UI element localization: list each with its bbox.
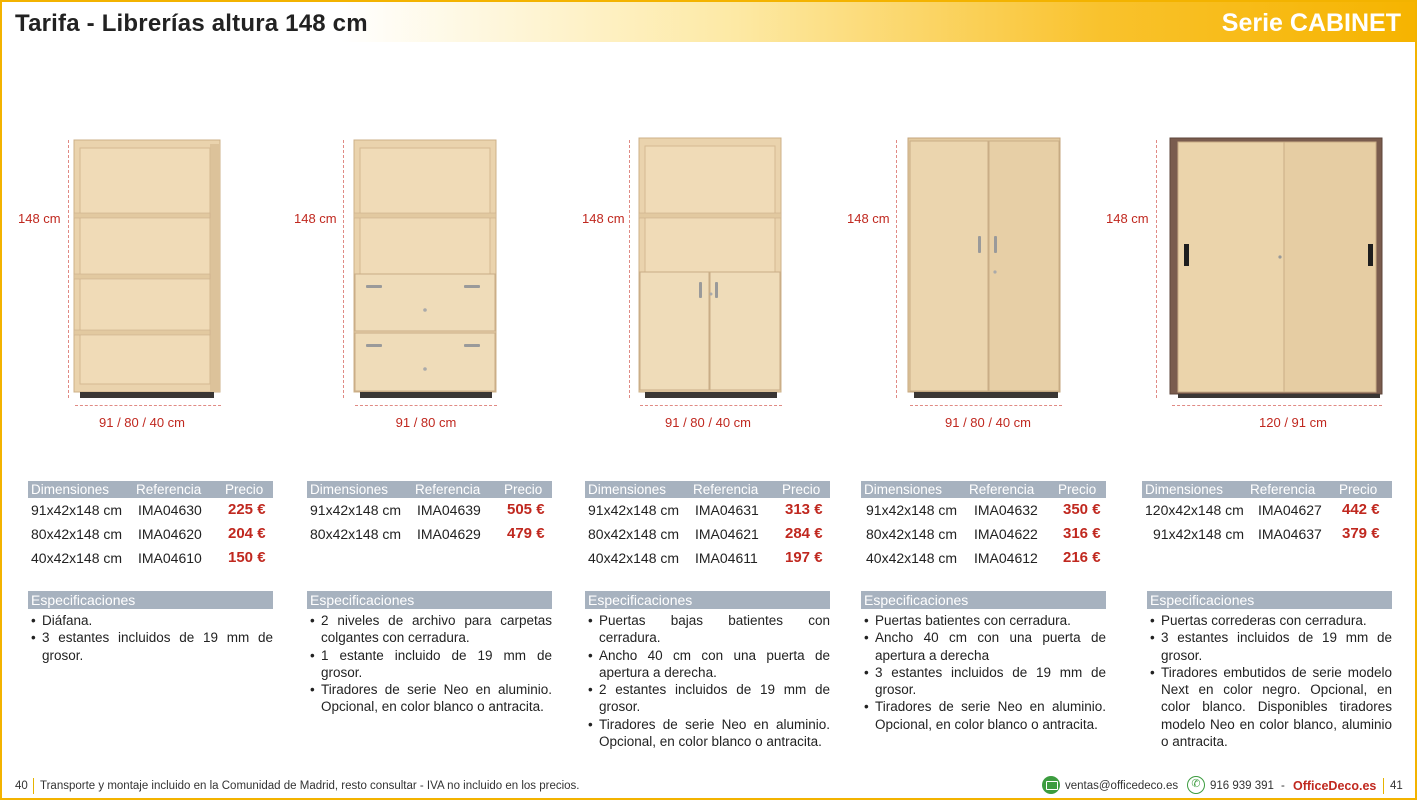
height-dimension-line [1156,140,1157,398]
row-price: 216 € [1063,549,1101,566]
row-ref: IMA04630 [138,502,202,518]
price-table-2 [307,481,552,546]
row-price: 204 € [228,525,266,542]
specs-list [28,612,273,664]
spec-item: • 3 estantes incluidos de 19 mm de grosor. [861,664,1106,699]
table-row [861,522,1106,546]
specs-header: Especificaciones [861,591,1106,609]
col-reference: Referencia [1250,482,1316,497]
col-price: Precio [1058,482,1097,497]
width-label: 91 / 80 / 40 cm [99,415,185,430]
specs-1 [28,591,273,664]
row-dim: 80x42x148 cm [310,526,402,542]
row-price: 505 € [507,501,545,518]
height-dimension-line [629,140,630,398]
spec-item: • 2 estantes incluidos de 19 mm de grosor. [585,681,830,716]
col-dimensions: Dimensiones [588,482,667,497]
spec-item: • Tiradores de serie Neo en aluminio. Opcional, en color blanco o antracita. [861,698,1106,733]
col-price: Precio [504,482,543,497]
col-price: Precio [782,482,821,497]
row-price: 379 € [1342,525,1380,542]
table-row [307,522,552,546]
email-icon [1042,776,1060,794]
specs-2 [307,591,552,716]
spec-item: • Puertas batientes con cerradura. [861,612,1106,629]
row-ref: IMA04610 [138,550,202,566]
page-title: Tarifa - Librerías altura 148 cm [15,10,368,37]
table-row [28,546,273,570]
height-dimension-line [68,140,69,398]
table-header [585,481,830,498]
col-reference: Referencia [969,482,1035,497]
contact-phone[interactable]: 916 939 391 [1210,780,1274,792]
row-ref: IMA04612 [974,550,1038,566]
row-ref: IMA04627 [1258,502,1322,518]
footer-dash: - [1281,780,1285,792]
price-table-3 [585,481,830,570]
row-dim: 91x42x148 cm [310,502,402,518]
price-table-5 [1142,481,1392,546]
swing-door-cabinet-image [906,136,1062,400]
row-dim: 91x42x148 cm [866,502,958,518]
width-dimension-line [355,405,497,406]
row-price: 479 € [507,525,545,542]
drawer-bookcase-image [352,138,498,400]
width-label: 91 / 80 cm [395,415,457,430]
footer-divider [1383,778,1384,794]
page-footer [0,774,1417,798]
row-price: 150 € [228,549,266,566]
row-price: 225 € [228,501,266,518]
col-dimensions: Dimensiones [31,482,110,497]
footer-divider [33,778,34,794]
phone-icon: ✆ [1187,776,1205,794]
specs-list [585,612,830,750]
table-row [307,498,552,522]
page-number-right: 41 [1390,780,1403,792]
price-table-4 [861,481,1106,570]
table-row [585,498,830,522]
table-row [861,546,1106,570]
row-dim: 40x42x148 cm [588,550,680,566]
height-dimension-line [896,140,897,398]
height-label: 148 cm [582,211,625,226]
width-label: 120 / 91 cm [1259,415,1327,430]
row-dim: 91x42x148 cm [1153,526,1245,542]
table-row [585,522,830,546]
row-ref: IMA04637 [1258,526,1322,542]
table-row [861,498,1106,522]
sliding-door-cabinet-image [1168,136,1384,400]
row-ref: IMA04621 [695,526,759,542]
spec-item: • Puertas correderas con cerradura. [1147,612,1392,629]
row-ref: IMA04632 [974,502,1038,518]
row-price: 442 € [1342,501,1380,518]
page-header [2,2,1415,42]
row-dim: 80x42x148 cm [588,526,680,542]
row-ref: IMA04629 [417,526,481,542]
col-reference: Referencia [136,482,202,497]
col-price: Precio [1339,482,1378,497]
series-title: Serie CABINET [1221,9,1401,37]
footer-note: Transporte y montaje incluido en la Comunidad de Madrid, resto consultar - IVA no incluido en los precios. [40,780,580,792]
row-price: 316 € [1063,525,1101,542]
table-header [861,481,1106,498]
row-ref: IMA04631 [695,502,759,518]
spec-item: • Ancho 40 cm con una puerta de apertura a derecha. [585,647,830,682]
spec-item: • Puertas bajas batientes con cerradura. [585,612,830,647]
height-label: 148 cm [294,211,337,226]
table-row [585,546,830,570]
col-dimensions: Dimensiones [310,482,389,497]
height-dimension-line [343,140,344,398]
spec-item: • Ancho 40 cm con una puerta de apertura a derecha [861,629,1106,664]
row-ref: IMA04611 [695,550,758,566]
col-dimensions: Dimensiones [1145,482,1224,497]
spec-item: • Tiradores de serie Neo en aluminio. Opcional, en color blanco o antracita. [307,681,552,716]
height-label: 148 cm [847,211,890,226]
height-label: 148 cm [18,211,61,226]
row-ref: IMA04639 [417,502,481,518]
row-dim: 80x42x148 cm [866,526,958,542]
page-number-left: 40 [15,780,28,792]
table-header [28,481,273,498]
width-dimension-line [75,405,221,406]
row-price: 197 € [785,549,823,566]
col-price: Precio [225,482,264,497]
contact-email[interactable]: ventas@officedeco.es [1065,780,1179,792]
specs-list [1147,612,1392,750]
spec-item: • Diáfana. [28,612,273,629]
specs-list [307,612,552,716]
row-dim: 40x42x148 cm [866,550,958,566]
specs-header: Especificaciones [585,591,830,609]
table-row [1142,522,1392,546]
width-dimension-line [640,405,782,406]
table-row [28,498,273,522]
specs-5 [1147,591,1392,750]
spec-item: • 1 estante incluido de 19 mm de grosor. [307,647,552,682]
row-price: 313 € [785,501,823,518]
col-reference: Referencia [415,482,481,497]
col-dimensions: Dimensiones [864,482,943,497]
width-label: 91 / 80 / 40 cm [945,415,1031,430]
width-dimension-line [1172,405,1382,406]
col-reference: Referencia [693,482,759,497]
row-dim: 80x42x148 cm [31,526,123,542]
table-row [28,522,273,546]
spec-item: • 2 niveles de archivo para carpetas colgantes con cerradura. [307,612,552,647]
row-ref: IMA04620 [138,526,202,542]
table-header [1142,481,1392,498]
row-ref: IMA04622 [974,526,1038,542]
width-dimension-line [910,405,1062,406]
specs-4 [861,591,1106,733]
price-table-1 [28,481,273,570]
specs-3 [585,591,830,750]
open-bookcase-image [72,138,224,400]
specs-list [861,612,1106,733]
width-label: 91 / 80 / 40 cm [665,415,751,430]
row-dim: 91x42x148 cm [588,502,680,518]
spec-item: • 3 estantes incluidos de 19 mm de grosor. [1147,629,1392,664]
row-dim: 40x42x148 cm [31,550,123,566]
row-dim: 120x42x148 cm [1145,502,1244,518]
spec-item: • Tiradores de serie Neo en aluminio. Opcional, en color blanco o antracita. [585,716,830,751]
specs-header: Especificaciones [1147,591,1392,609]
table-header [307,481,552,498]
row-price: 284 € [785,525,823,542]
height-label: 148 cm [1106,211,1149,226]
brand-link[interactable]: OfficeDeco.es [1293,779,1377,793]
specs-header: Especificaciones [28,591,273,609]
row-dim: 91x42x148 cm [31,502,123,518]
specs-header: Especificaciones [307,591,552,609]
spec-item: • 3 estantes incluidos de 19 mm de grosor. [28,629,273,664]
spec-item: • Tiradores embutidos de serie modelo Next en color negro. Opcional, en color blanco. Disponibles tiradores modelo Neo en color blanco, aluminio o antracita. [1147,664,1392,750]
low-door-bookcase-image [637,136,783,400]
table-row [1142,498,1392,522]
row-price: 350 € [1063,501,1101,518]
